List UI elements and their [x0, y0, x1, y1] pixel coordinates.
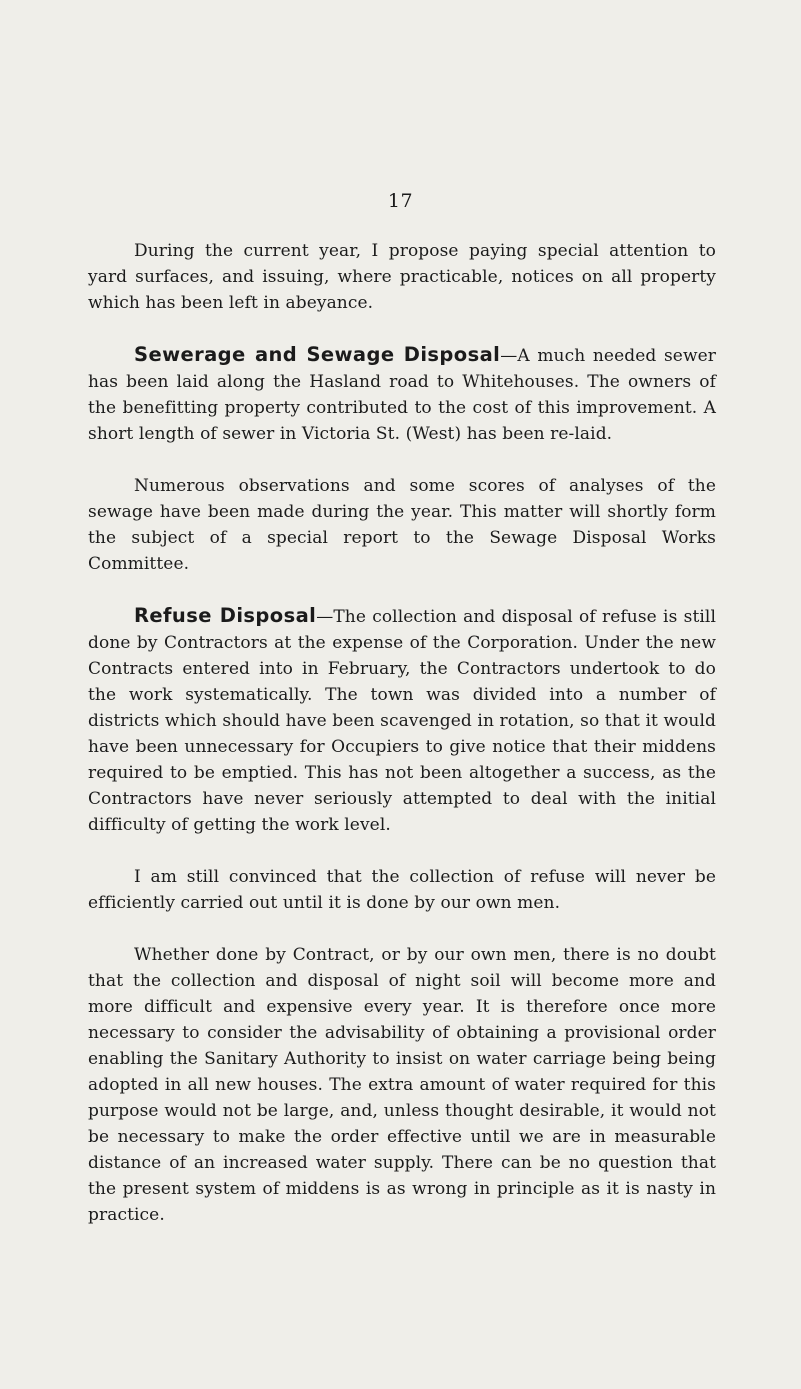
- paragraph-text: Numerous observations and some scores of analyses of the sewage have been made during the year. This matter will shortly form the subject of a special report to the Sewage Disposal Works Committee.: [88, 476, 716, 574]
- paragraph-yard-surfaces: [88, 238, 716, 316]
- paragraph-text: Whether done by Contract, or by our own men, there is no doubt that the collection and disposal of night soil will become more and more difficult and expensive every year. It is therefore once more necessary to consider the advisability of obtaining a provisional order enabling the Sanitary Authority to insist on water carriage being being adopted in all new houses. The extra amount of water required for this purpose would not be large, and, unless thought desirable, it would not be necessary to make the order effective until we are in measurable distance of an increased water supply. There can be no question that the present system of middens is as wrong in principle as it is nasty in practice.: [88, 945, 716, 1225]
- paragraph-text: During the current year, I propose paying special attention to yard surfaces, and issuing, where practicable, notices on all property which has been left in abeyance.: [88, 241, 716, 313]
- body-text: [88, 238, 716, 1254]
- paragraph-night-soil: [88, 942, 716, 1228]
- page-number: 17: [387, 190, 414, 212]
- paragraph-refuse-disposal: [88, 603, 716, 838]
- paragraph-text: I am still convinced that the collection of refuse will never be efficiently carried out until it is done by our own men.: [88, 867, 716, 913]
- paragraph-sewerage: [88, 342, 716, 447]
- paragraph-text: —A much needed sewer has been laid along the Hasland road to Whitehouses. The owners of the benefitting property contributed to the cost of this improvement. A short length of sewer in Victoria St. (West) has been re-laid.: [88, 346, 716, 444]
- paragraph-sewage-analyses: [88, 473, 716, 577]
- section-heading-sewerage: Sewerage and Sewage Disposal: [134, 343, 501, 366]
- paragraph-text: —The collection and disposal of refuse is still done by Contractors at the expense of the Corporation. Under the new Contracts entered into in February, the Contractors undertook to do the work systematically. The town was divided into a number of districts which should have been scavenged in rotation, so that it would have been unnecessary for Occupiers to give notice that their middens required to be emptied. This has not been altogether a success, as the Contractors have never seriously attempted to deal with the initial difficulty of getting the work level.: [88, 607, 716, 835]
- section-heading-refuse: Refuse Disposal: [134, 604, 317, 627]
- paragraph-own-men: [88, 864, 716, 916]
